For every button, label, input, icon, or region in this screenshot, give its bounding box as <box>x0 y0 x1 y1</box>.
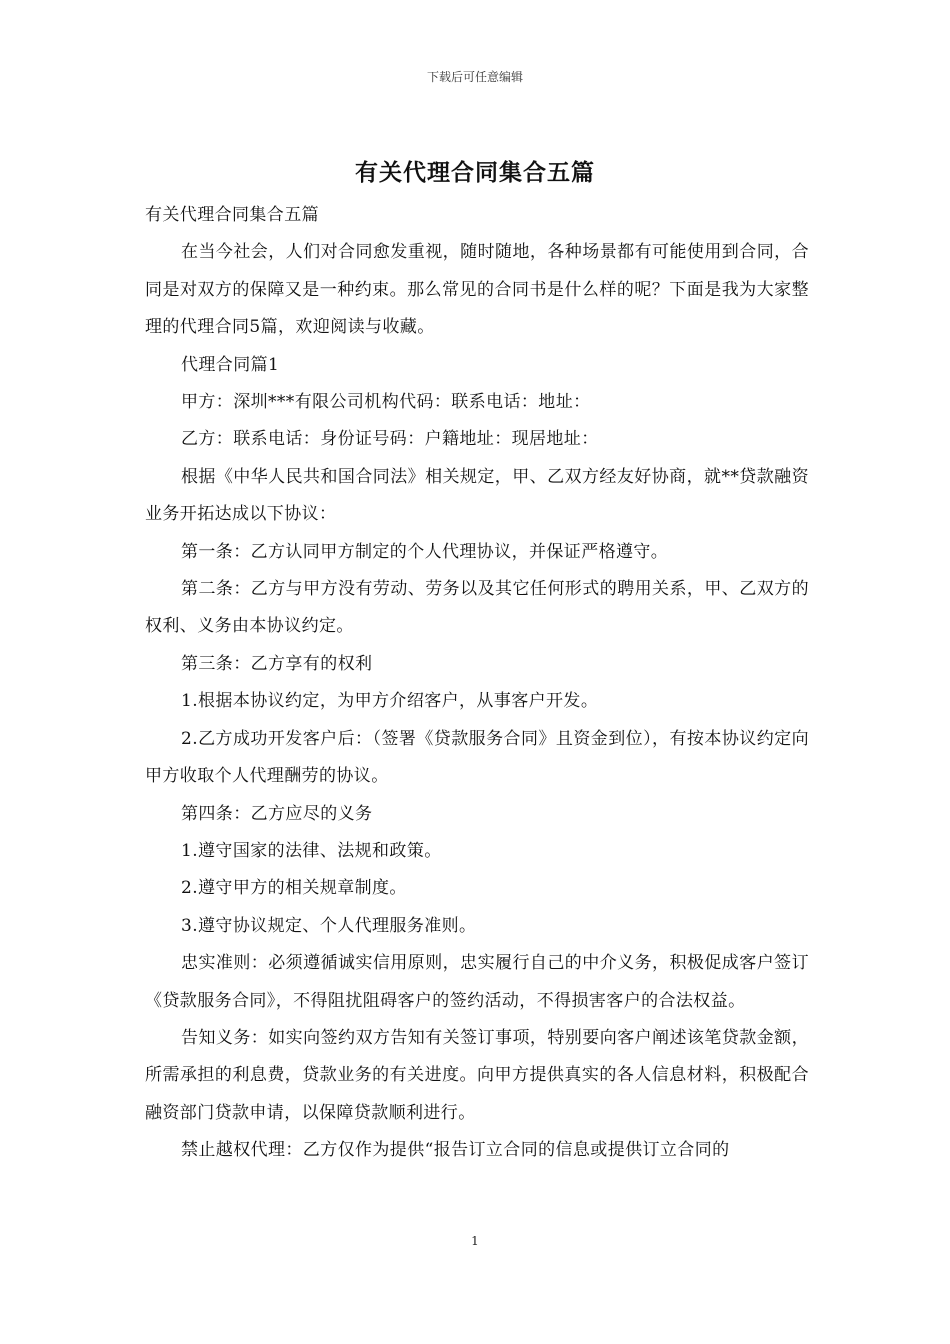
header-note: 下载后可任意编辑 <box>426 70 523 84</box>
article-3-item-1: 1.根据本协议约定，为甲方介绍客户，从事客户开发。 <box>181 691 599 712</box>
section-heading: 代理合同篇1 <box>181 354 280 375</box>
article-1: 第一条：乙方认同甲方制定的个人代理协议，并保证严格遵守。 <box>181 541 669 562</box>
article-4-item-1: 1.遵守国家的法律、法规和政策。 <box>181 840 442 861</box>
document-title: 有关代理合同集合五篇 <box>355 160 595 186</box>
article-4-heading: 第四条：乙方应尽的义务 <box>181 803 373 824</box>
article-4-item-2: 2.遵守甲方的相关规章制度。 <box>181 878 407 899</box>
party-b-line: 乙方：联系电话：身份证号码：户籍地址：现居地址： <box>181 429 599 450</box>
intro-paragraph: 在当今社会，人们对合同愈发重视，随时随地，各种场景都有可能使用到合同，合同是对双方的保障又是一种约束。那么常见的合同书是什么样的呢？下面是我为大家整理的代理合同5篇，欢迎阅读与收藏。 <box>145 242 809 338</box>
preamble-paragraph: 根据《中华人民共和国合同法》相关规定，甲、乙双方经友好协商，就**贷款融资业务开拓达成以下协议： <box>145 466 809 525</box>
no-overreach-paragraph: 禁止越权代理：乙方仅作为提供“报告订立合同的信息或提供订立合同的 <box>181 1140 730 1161</box>
page-number: 1 <box>471 1234 479 1248</box>
article-2: 第二条：乙方与甲方没有劳动、劳务以及其它任何形式的聘用关系，甲、乙双方的权利、义务由本协议约定。 <box>145 579 809 637</box>
party-a-line: 甲方：深圳***有限公司机构代码：联系电话：地址： <box>181 392 591 413</box>
subtitle-paragraph: 有关代理合同集合五篇 <box>145 205 319 225</box>
article-4-item-3: 3.遵守协议规定、个人代理服务准则。 <box>181 915 477 936</box>
disclosure-duty-paragraph: 告知义务：如实向签约双方告知有关签订事项，特别要向客户阐述该笔贷款金额，所需承担的利息费，贷款业务的有关进度。向甲方提供真实的各人信息材料，积极配合融资部门贷款申请，以保障贷款顺利进行。 <box>145 1027 809 1123</box>
document-body <box>145 197 809 1170</box>
article-3-heading: 第三条：乙方享有的权利 <box>181 653 373 674</box>
loyalty-rule-paragraph: 忠实准则：必须遵循诚实信用原则，忠实履行自己的中介义务，积极促成客户签订《贷款服务合同》，不得阻扰阻碍客户的签约活动，不得损害客户的合法权益。 <box>145 953 809 1011</box>
article-3-item-2: 2.乙方成功开发客户后：（签署《贷款服务合同》且资金到位），有按本协议约定向甲方收取个人代理酬劳的协议。 <box>145 728 809 787</box>
